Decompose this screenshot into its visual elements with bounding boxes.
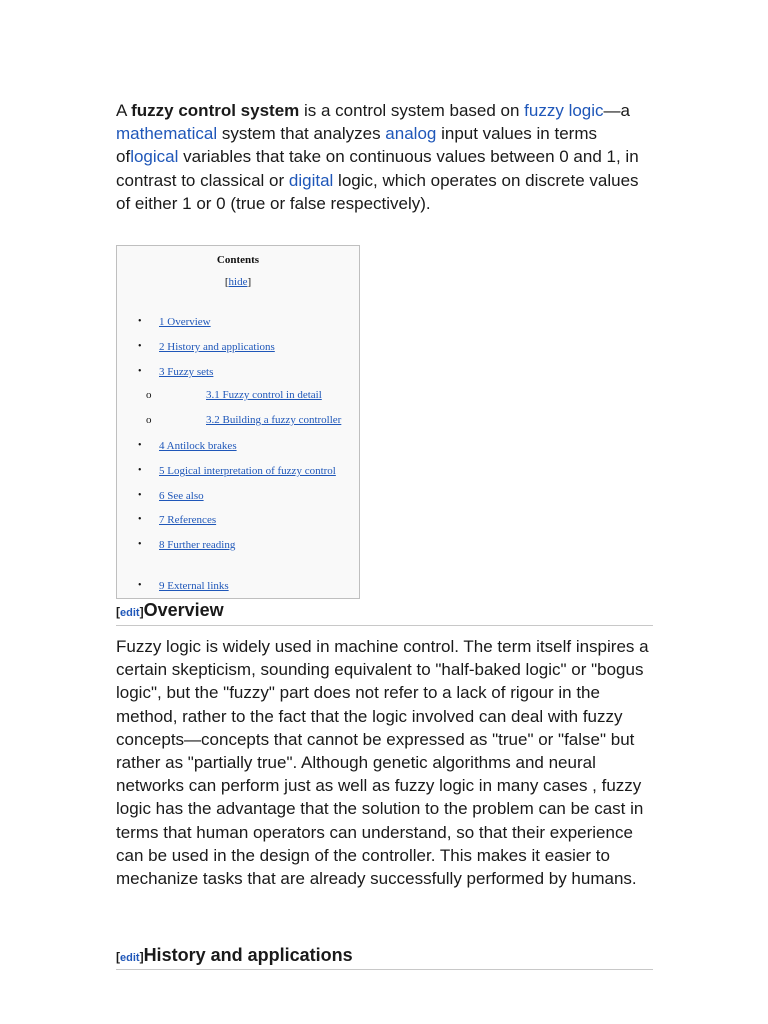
- toc-hide-toggle: [117, 276, 359, 288]
- link-logical[interactable]: logical: [130, 147, 179, 167]
- toc-bracket: [: [224, 276, 229, 288]
- intro-text: input values in terms of: [116, 124, 597, 167]
- edit-bracket: [: [116, 605, 120, 619]
- intro-text: logic, which operates on discrete values of either 1 or 0 (true or false respectively).: [116, 170, 639, 213]
- toc-link-further-reading[interactable]: 8 Further reading: [159, 539, 236, 551]
- toc-title: Contents: [216, 254, 260, 266]
- toc-link-see-also[interactable]: 6 See also: [159, 490, 204, 502]
- bullet-icon: •: [138, 514, 142, 525]
- toc-link-fuzzy-sets[interactable]: 3 Fuzzy sets: [159, 366, 214, 378]
- bullet-icon: •: [138, 366, 142, 377]
- intro-text: system that analyzes: [217, 124, 386, 144]
- bullet-icon: •: [138, 490, 142, 501]
- edit-bracket: ]: [139, 950, 144, 964]
- toc-link-history[interactable]: 2 History and applications: [159, 341, 275, 353]
- toc-link-logical-interpretation[interactable]: 5 Logical interpretation of fuzzy control: [159, 465, 336, 477]
- bullet-icon: •: [138, 341, 142, 352]
- toc-link-antilock-brakes[interactable]: 4 Antilock brakes: [159, 440, 237, 452]
- edit-bracket: ]: [139, 605, 144, 619]
- bullet-icon: •: [138, 316, 142, 327]
- heading-history: History and applications: [143, 945, 353, 965]
- intro-text: —a: [603, 101, 631, 120]
- toc-bracket: ]: [247, 276, 252, 288]
- toc-link-overview[interactable]: 1 Overview: [159, 316, 211, 328]
- section-heading-overview: [116, 600, 653, 626]
- section-heading-history: [116, 945, 653, 970]
- intro-paragraph: [116, 99, 656, 215]
- edit-link-history[interactable]: edit: [120, 952, 140, 964]
- toc-link-external-links[interactable]: 9 External links: [159, 580, 229, 592]
- table-of-contents: [116, 245, 360, 599]
- intro-text: variables that take on continuous values between 0 and 1, in contrast to classical or: [116, 147, 639, 190]
- toc-hide-link[interactable]: hide: [228, 276, 248, 288]
- toc-link-building-controller[interactable]: 3.2 Building a fuzzy controller: [206, 414, 342, 426]
- edit-link-overview[interactable]: edit: [120, 607, 140, 619]
- circle-bullet-icon: o: [146, 414, 152, 426]
- bullet-icon: •: [138, 465, 142, 476]
- bullet-icon: •: [138, 539, 142, 550]
- heading-overview: Overview: [143, 600, 224, 620]
- intro-text: is a control system based on: [299, 101, 525, 120]
- edit-bracket: [: [116, 950, 120, 964]
- toc-link-fuzzy-control-detail[interactable]: 3.1 Fuzzy control in detail: [206, 389, 322, 401]
- link-fuzzy-logic[interactable]: fuzzy logic: [524, 101, 604, 120]
- bullet-icon: •: [138, 440, 142, 451]
- circle-bullet-icon: o: [146, 389, 152, 401]
- bullet-icon: •: [138, 580, 142, 591]
- intro-bold-term: fuzzy control system: [131, 101, 300, 120]
- intro-text: A: [116, 101, 132, 120]
- link-analog[interactable]: analog: [385, 124, 437, 144]
- toc-link-references[interactable]: 7 References: [159, 514, 217, 526]
- link-mathematical[interactable]: mathematical: [116, 124, 218, 144]
- link-digital[interactable]: digital: [288, 170, 334, 190]
- overview-paragraph: Fuzzy logic is widely used in machine control. The term itself inspires a certain skepticism, sounding equivalent to "half-baked logic" or "bogus logic", but the "fuzzy" part does not refer to a lack of rigour in the method, rather to the fact that the logic involved can deal with fuzzy concepts—concepts that cannot be expressed as "true" or "false" but rather as "partially true". Although genetic algorithms and neural networks can perform just as well as fuzzy logic in many cases , fuzzy logic has the advantage that the solution to the problem can be cast in terms that human operators can understand, so that their experience can be used in the design of the controller. This makes it easier to mechanize tasks that are already successfully performed by humans.: [116, 637, 649, 889]
